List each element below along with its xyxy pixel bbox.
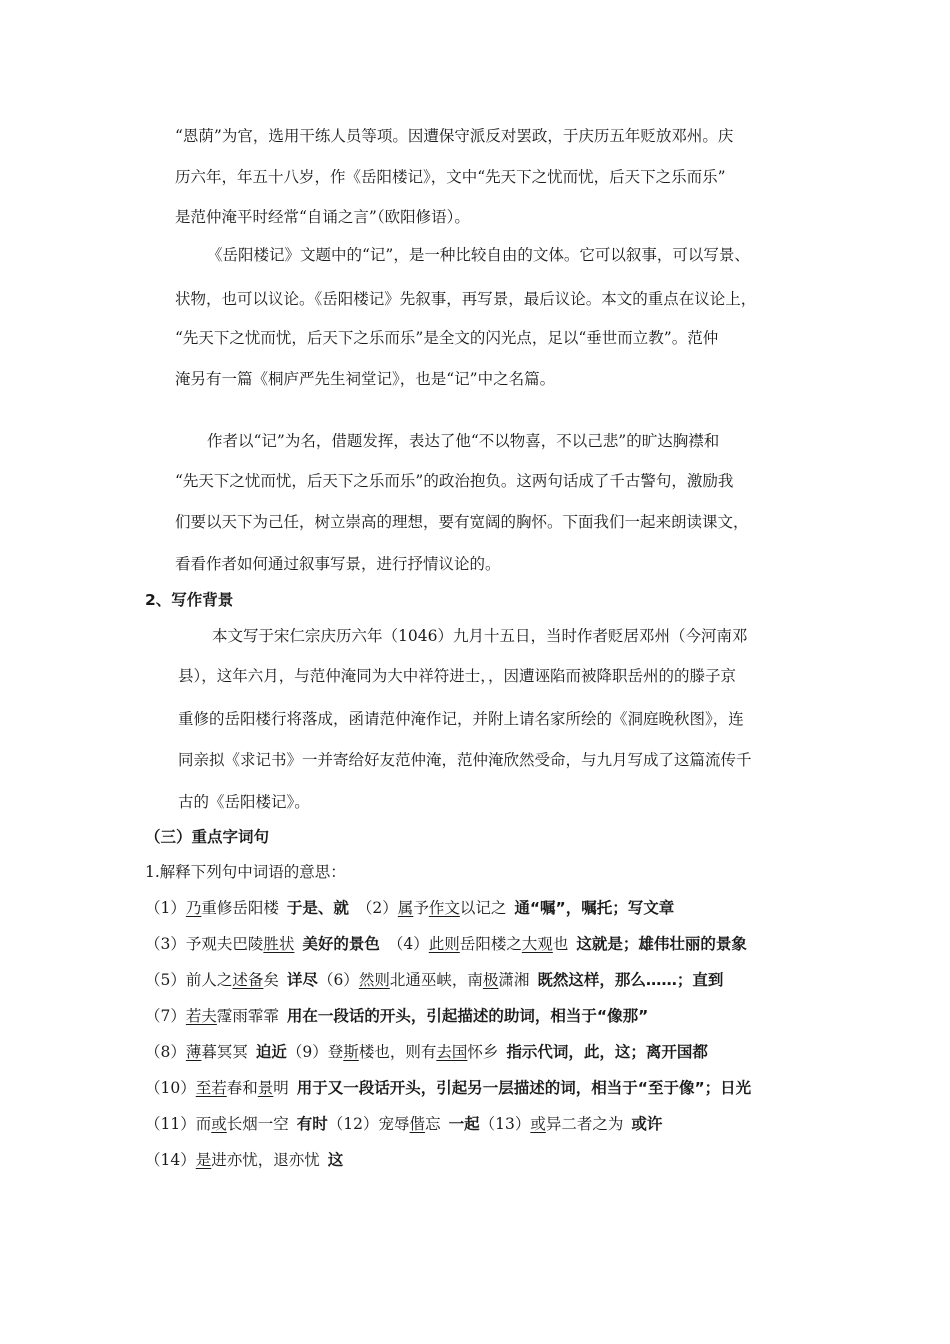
item-number: （7）	[145, 1007, 186, 1025]
answer: 既然这样，那么……；直到	[537, 971, 724, 989]
para3-line4: 看看作者如何通过叙事写景，进行抒情议论的。	[175, 555, 501, 573]
para4-line5: 古的《岳阳楼记》。	[178, 793, 310, 811]
section-heading-background: 2、写作背景	[145, 591, 234, 609]
para4-line4: 同亲拟《求记书》一并寄给好友范仲淹，范仲淹欣然受命，与九月写成了这篇流传千	[178, 751, 752, 769]
para3-line2: “先天下之忧而忧，后天下之乐而乐”的政治抱负。这两句话成了千古警句，激励我	[175, 472, 734, 490]
key-word: 大观	[521, 935, 553, 953]
sentence-text: 暮冥冥	[201, 1043, 248, 1061]
sentence-text: 长烟一空	[226, 1115, 289, 1133]
key-word: 极	[482, 971, 499, 989]
key-word: 属	[397, 899, 414, 917]
sentence-text: 予观夫巴陵	[185, 935, 264, 953]
para2-line3: “先天下之忧而忧，后天下之乐而乐”是全文的闪光点，足以“垂世而立教”。范仲	[175, 329, 719, 347]
key-word: 此则	[428, 935, 460, 953]
section-heading-key-words: （三）重点字词句	[145, 828, 270, 846]
key-word: 然则	[358, 971, 390, 989]
key-word: 或	[530, 1115, 546, 1133]
sentence-text: 北通巫峡，南	[389, 971, 483, 989]
sentence-text: 以记之	[459, 899, 507, 917]
answer: 或许	[631, 1115, 663, 1133]
key-word: 乃	[185, 899, 202, 917]
sentence-text: 楼也，则有	[358, 1043, 437, 1061]
exercise-row-6	[145, 1078, 751, 1098]
sentence-text: 登	[327, 1043, 344, 1061]
sentence-text: 春和	[226, 1079, 258, 1097]
item-number: （4）	[387, 935, 429, 953]
para1-line2: 历六年，年五十八岁，作《岳阳楼记》，文中“先天下之忧而忧，后天下之乐而乐”	[175, 168, 726, 186]
sentence-text: 异二者之为	[545, 1115, 624, 1133]
item-number: （3）	[145, 935, 186, 953]
sentence-text: 重修岳阳楼	[201, 899, 279, 917]
para1-line3: 是范仲淹平时经常“自诵之言”（欧阳修语）。	[175, 208, 470, 226]
exercise-row-4	[145, 1006, 648, 1026]
exercise-row-2	[145, 934, 747, 954]
key-word: 薄	[185, 1043, 202, 1061]
sentence-text: 怀乡	[467, 1043, 499, 1061]
item-number: （10）	[145, 1079, 196, 1097]
item-number: （8）	[145, 1043, 186, 1061]
key-word: 若夫	[185, 1007, 217, 1025]
key-word: 述备	[232, 971, 264, 989]
answer: 迫近	[255, 1043, 287, 1061]
item-number: （9）	[286, 1043, 328, 1061]
sentence-text: 前人之	[185, 971, 233, 989]
exercise-row-7	[145, 1114, 662, 1134]
sentence-text: 而	[195, 1115, 212, 1133]
answer: 有时	[296, 1115, 328, 1133]
sentence-text: 宠辱	[378, 1115, 410, 1133]
item-number: （2）	[356, 899, 398, 917]
item-number: （6）	[317, 971, 359, 989]
exercise-row-1	[145, 898, 674, 918]
para1-line1: “恩荫”为官，选用干练人员等项。因遭保守派反对罢政，于庆历五年贬放邓州。庆	[175, 127, 734, 145]
key-word: 至若	[195, 1079, 227, 1097]
key-word: 是	[195, 1151, 212, 1169]
item-number: （11）	[145, 1115, 196, 1133]
answer: 一起	[448, 1115, 480, 1133]
para4-line1: 本文写于宋仁宗庆历六年（1046）九月十五日，当时作者贬居邓州（今河南邓	[212, 627, 748, 645]
key-word: 胜状	[263, 935, 295, 953]
para4-line3: 重修的岳阳楼行将落成，函请范仲淹作记，并附上请名家所绘的《洞庭晚秋图》，连	[178, 710, 744, 728]
para3-line3: 们要以天下为己任，树立崇高的理想，要有宽阔的胸怀。下面我们一起来朗读课文，	[175, 513, 749, 531]
para4-line2: 县），这年六月，与范仲淹同为大中祥符进士，，因遭诬陷而被降职岳州的的滕子京	[178, 667, 737, 685]
answer: 用于又一段话开头，引起另一层描述的词，相当于“至于像”；日光	[296, 1079, 752, 1097]
answer: 美好的景色	[302, 935, 380, 953]
exercise-title: 1.解释下列句中词语的意思：	[145, 863, 346, 881]
answer: 用在一段话的开头，引起描述的助词，相当于“像那”	[286, 1007, 649, 1025]
para2-line1: 《岳阳楼记》文题中的“记”，是一种比较自由的文体。它可以叙事，可以写景、	[207, 246, 750, 264]
sentence-text: 忘	[425, 1115, 441, 1133]
answer: 这就是；雄伟壮丽的景象	[576, 935, 747, 953]
sentence-text: 明	[273, 1079, 289, 1097]
sentence-text: 进亦忧，退亦忧	[211, 1151, 320, 1169]
item-number: （14）	[145, 1151, 196, 1169]
sentence-text: 潇湘	[498, 971, 530, 989]
sentence-text: 霪雨霏霏	[216, 1007, 279, 1025]
sentence-text: 予	[413, 899, 429, 917]
sentence-text: 矣	[263, 971, 279, 989]
key-word: 或	[211, 1115, 227, 1133]
answer: 这	[327, 1151, 344, 1169]
key-word: 偕	[409, 1115, 426, 1133]
sentence-text: 岳阳楼之	[459, 935, 522, 953]
para3-line1: 作者以“记”为名，借题发挥，表达了他“不以物喜，不以己悲”的旷达胸襟和	[207, 432, 720, 450]
item-number: （1）	[145, 899, 186, 917]
sentence-text: 也	[552, 935, 569, 953]
item-number: （13）	[479, 1115, 531, 1133]
exercise-row-3	[145, 970, 723, 990]
item-number: （5）	[145, 971, 186, 989]
key-word: 作文	[428, 899, 460, 917]
key-word: 去国	[436, 1043, 468, 1061]
item-number: （12）	[327, 1115, 379, 1133]
para2-line4: 淹另有一篇《桐庐严先生祠堂记》，也是“记”中之名篇。	[175, 370, 556, 388]
key-word: 景	[257, 1079, 274, 1097]
para2-line2: 状物，也可以议论。《岳阳楼记》先叙事，再写景，最后议论。本文的重点在议论上，	[175, 290, 757, 308]
answer: 指示代词，此，这；离开国都	[506, 1043, 708, 1061]
answer: 通“嘱”，嘱托；写文章	[514, 899, 675, 917]
exercise-row-5	[145, 1042, 708, 1062]
answer: 于是、就	[286, 899, 349, 917]
key-word: 斯	[343, 1043, 359, 1061]
exercise-row-8	[145, 1150, 343, 1170]
answer: 详尽	[286, 971, 318, 989]
